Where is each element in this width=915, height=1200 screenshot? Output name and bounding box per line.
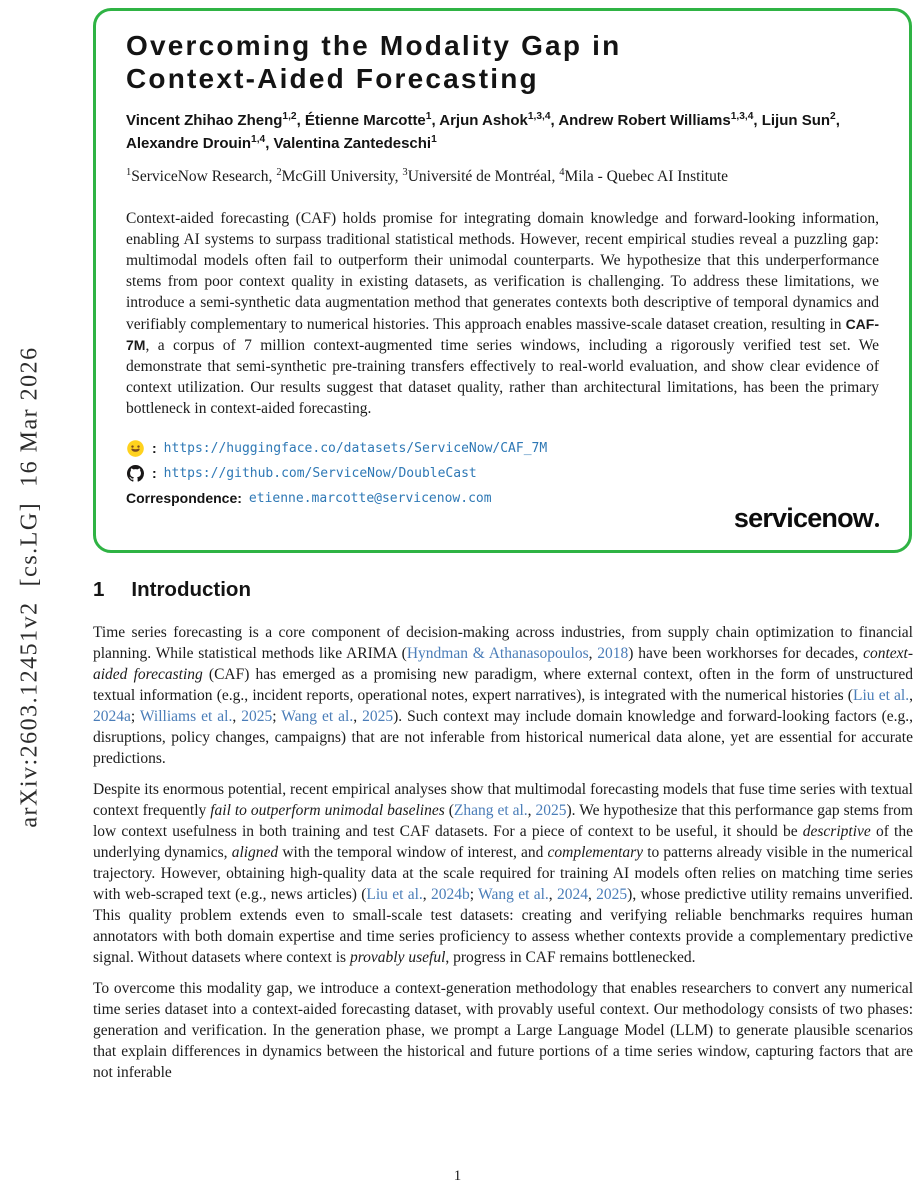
text-segment: ; xyxy=(130,708,140,725)
servicenow-logo-mark xyxy=(875,523,879,527)
github-icon xyxy=(126,465,145,482)
text-segment: 1,3,4 xyxy=(730,111,754,123)
paper-title xyxy=(126,29,879,95)
text-segment: to patterns already visible in the numerical trajectory. However, obtaining high-quality data at the scale required for training AI models often relies on matching time series with web-scraped text (e.g., news articles) ( xyxy=(93,844,913,903)
text-segment: Valentina Zantedeschi xyxy=(273,135,432,153)
citation-link[interactable]: Williams et al. xyxy=(139,708,233,725)
citation-link[interactable]: Liu et al. xyxy=(366,886,423,903)
author-list xyxy=(126,109,879,156)
text-segment: context-aided forecasting xyxy=(93,645,914,683)
citation-link[interactable]: 2025 xyxy=(596,886,628,903)
text-segment: , xyxy=(296,112,305,130)
text-segment: Arjun Ashok xyxy=(439,112,528,130)
text-segment: 2 xyxy=(830,111,836,123)
text-segment: descriptive xyxy=(802,823,871,840)
huggingface-dataset-link[interactable]: https://huggingface.co/datasets/ServiceNow/CAF_7M xyxy=(163,440,548,456)
citation-link[interactable]: 2024a xyxy=(93,708,131,725)
text-segment: provably useful xyxy=(349,949,446,966)
arxiv-banner: arXiv:2603.12451v2 [cs.LG] 16 Mar 2026 xyxy=(16,346,43,828)
github-link-row xyxy=(126,461,879,486)
text-segment: 1,2 xyxy=(282,111,297,123)
text-segment: 1,3,4 xyxy=(527,111,551,123)
text-segment: Étienne Marcotte xyxy=(304,112,426,130)
text-segment: ServiceNow Research, xyxy=(131,167,277,185)
text-segment: complementary xyxy=(547,844,644,861)
text-segment: , xyxy=(431,112,440,130)
huggingface-colon: : xyxy=(152,440,157,457)
github-repo-link[interactable]: https://github.com/ServiceNow/DoubleCast xyxy=(163,465,477,481)
paragraph-2 xyxy=(93,779,913,968)
text-segment: aligned xyxy=(231,844,279,861)
text-segment: Context-aided forecasting (CAF) holds promise for integrating domain knowledge and forward-looking information, enabling AI systems to surpass traditional statistical methods. However, recent empirical studies reveal a puzzling gap: multimodal models often fail to outperform their unimodal counterparts. We hypothesize that this underperformance stems from poor context quality in existing datasets, as verification is challenging. To address these limitations, we introduce a semi-synthetic data augmentation method that generates contexts both descriptive of temporal dynamics and verifiably complementary to numerical histories. This approach enables massive-scale dataset creation, resulting in xyxy=(126,209,879,333)
text-segment: 2 xyxy=(276,166,282,178)
text-segment: ; xyxy=(272,708,282,725)
text-segment: ). Such context may include domain knowledge and forward-looking factors (e.g., disruptions, policy changes, campaigns) that are not inferable from historical numerical data alone, yet are essential for accurate predictions. xyxy=(93,708,914,767)
paper-header-box xyxy=(93,8,912,553)
abstract-text xyxy=(126,208,879,420)
text-segment: 1 xyxy=(425,111,432,123)
citation-link[interactable]: Liu et al. xyxy=(852,687,910,704)
citation-link[interactable]: 2024b xyxy=(431,886,470,903)
paper-body xyxy=(93,578,913,1093)
huggingface-link-row xyxy=(126,436,879,461)
text-segment: ; xyxy=(469,886,479,903)
citation-link[interactable]: 2025 xyxy=(241,708,273,725)
text-segment: Mila - Quebec AI Institute xyxy=(564,167,729,185)
citation-link[interactable]: 2025 xyxy=(362,708,394,725)
page-number: 1 xyxy=(453,1168,462,1184)
citation-link[interactable]: Wang et al. xyxy=(478,886,549,903)
section-heading-introduction xyxy=(93,578,913,602)
text-segment: with the temporal window of interest, and xyxy=(278,844,548,861)
text-segment: Université de Montréal, xyxy=(407,167,560,185)
text-segment: Time series forecasting is a core component of decision-making across industries, from supply chain optimization to financial planning. While statistical methods like ARIMA ( xyxy=(93,624,913,662)
text-segment: ). We hypothesize that this performance gap stems from low context usefulness in both training and test CAF datasets. For a piece of context to be useful, it should be xyxy=(93,802,913,840)
text-segment: , xyxy=(550,112,559,130)
citation-link[interactable]: 2025 xyxy=(535,802,567,819)
citation-link[interactable]: 2018 xyxy=(597,645,629,662)
text-segment: , xyxy=(353,708,363,725)
text-segment: , xyxy=(587,886,597,903)
text-segment: Alexandre Drouin xyxy=(126,135,252,153)
text-segment: Vincent Zhihao Zheng xyxy=(126,112,283,130)
text-segment: CAF-7M xyxy=(126,315,879,353)
text-segment: ( xyxy=(444,802,454,819)
text-segment: Despite its enormous potential, recent empirical analyses show that multimodal forecasting models that fuse time series with textual context frequently xyxy=(93,781,913,819)
text-segment: (CAF) has emerged as a promising new paradigm, where external context, often in the form of unstructured textual information (e.g., incident reports, operational notes, expert narratives), is integrated with the numerical histories ( xyxy=(93,666,914,704)
text-segment: 4 xyxy=(559,166,565,178)
citation-link[interactable]: Zhang et al. xyxy=(453,802,528,819)
servicenow-logo xyxy=(734,503,879,534)
text-segment: , a corpus of 7 million context-augmented time series windows, including a rigorously verified test set. We demonstrate that semi-synthetic pre-training transfers effectively to real-world evaluation, and show clear evidence of context utilization. Our results suggest that dataset quality, rather than architectural limitations, has been the primary bottleneck in context-aided forecasting. xyxy=(126,336,879,418)
text-segment: 3 xyxy=(402,166,408,178)
section-number: 1 xyxy=(93,578,105,601)
text-segment: of the underlying dynamics, xyxy=(93,823,913,861)
text-segment: , xyxy=(909,687,913,704)
text-segment: , xyxy=(548,886,557,903)
text-segment: , xyxy=(265,135,274,153)
paragraph-3 xyxy=(93,978,913,1083)
paper-title-line-1: Overcoming the Modality Gap in xyxy=(126,30,622,61)
affiliation-list xyxy=(126,168,879,186)
section-title: Introduction xyxy=(131,578,251,601)
text-segment: , xyxy=(588,645,598,662)
text-segment: 1,4 xyxy=(251,134,266,146)
paper-title-line-2: Context-Aided Forecasting xyxy=(126,63,539,95)
text-segment: fail to outperform unimodal baselines xyxy=(210,802,445,819)
citation-link[interactable]: Wang et al. xyxy=(281,708,354,725)
github-colon: : xyxy=(152,465,157,482)
text-segment: , xyxy=(422,886,431,903)
paragraph-1 xyxy=(93,622,913,769)
text-segment: To overcome this modality gap, we introduce a context-generation methodology that enables researchers to convert any numerical time series dataset into a context-aided forecasting dataset, with provably useful context. Our methodology consists of two phases: generation and verification. In the generation phase, we prompt a Large Language Model (LLM) to generate plausible scenarios that explain differences in dynamics between the historical and future portions of a time series window, capturing factors that are not inferable xyxy=(93,980,913,1081)
text-segment: , xyxy=(527,802,536,819)
correspondence-email-link[interactable]: etienne.marcotte@servicenow.com xyxy=(248,490,492,506)
text-segment: , xyxy=(835,112,840,130)
citation-link[interactable]: Hyndman & Athanasopoulos xyxy=(406,645,589,662)
text-segment: ) have been workhorses for decades, xyxy=(628,645,864,662)
text-segment: , xyxy=(753,112,762,130)
correspondence-label: Correspondence: xyxy=(126,490,242,507)
citation-link[interactable]: 2024 xyxy=(556,886,588,903)
text-segment: Andrew Robert Williams xyxy=(558,112,731,130)
text-segment: 1 xyxy=(431,134,437,146)
text-segment: 1 xyxy=(126,166,132,178)
text-segment: , progress in CAF remains bottlenecked. xyxy=(445,949,696,966)
text-segment: McGill University, xyxy=(281,167,403,185)
servicenow-logo-text: servicenow xyxy=(733,503,873,533)
text-segment: ), whose predictive utility remains unverified. This quality problem extends even to small-scale test datasets: creating and verifying reliable benchmarks requires human annotators with both domain expertise and time series proficiency to assess whether contexts provide a complementary predictive signal. Without datasets where context is xyxy=(93,886,914,966)
huggingface-icon xyxy=(126,439,145,458)
text-segment: , xyxy=(232,708,242,725)
text-segment: Lijun Sun xyxy=(761,112,831,130)
